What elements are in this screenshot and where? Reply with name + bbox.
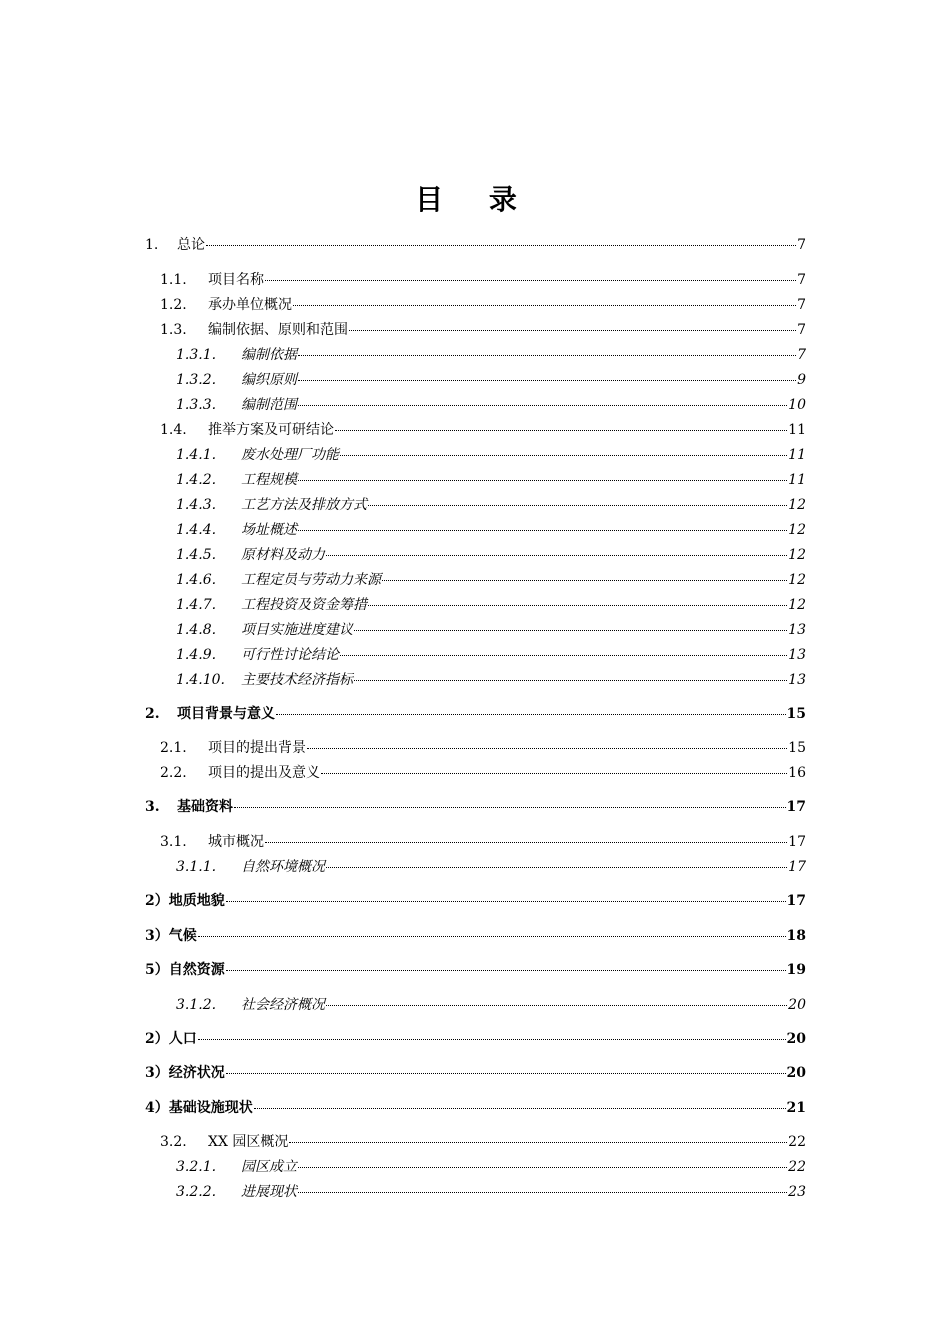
toc-leader [254,1108,786,1109]
toc-page: 23 [788,1184,806,1200]
toc-title: 可行性讨论结论 [241,647,339,663]
toc-title: 编织原则 [241,372,297,388]
toc-leader [368,605,787,606]
toc-entry[interactable] [176,444,806,466]
toc-page: 13 [788,622,806,638]
toc-leader [354,680,787,681]
toc-page: 11 [788,422,806,438]
toc-entry[interactable] [176,669,806,691]
toc-page: 12 [788,572,806,588]
toc-title: 3）经济状况 [145,1065,225,1081]
toc-number: 3.2. [160,1134,187,1150]
toc-page: 7 [797,347,806,363]
toc-title: 进展现状 [241,1184,297,1200]
toc-number: 1.4.10. [176,672,225,688]
toc-title: 项目背景与意义 [177,706,275,722]
toc-entry[interactable] [145,703,806,725]
toc-entry[interactable] [176,594,806,616]
toc-number: 1.3. [160,322,187,338]
toc-number: 1.3.1. [176,347,217,363]
toc-leader [206,245,796,246]
toc-number: 1.4.1. [176,447,217,463]
toc-page: 15 [786,706,806,722]
toc-entry[interactable] [145,1097,806,1119]
toc-page: 12 [788,597,806,613]
toc-page: 17 [788,834,806,850]
toc-title: 项目的提出及意义 [208,765,320,781]
toc-leader [198,1039,786,1040]
toc-page: 13 [788,672,806,688]
toc-number: 2. [145,706,160,722]
toc-number: 1.3.3. [176,397,217,413]
toc-number: 1.4.6. [176,572,217,588]
toc-number: 3. [145,799,160,815]
toc-entry[interactable] [176,544,806,566]
toc-entry[interactable] [160,269,806,291]
toc-leader [226,901,786,902]
toc-title: 废水处理厂功能 [241,447,339,463]
toc-leader [340,655,787,656]
toc-title: 5）自然资源 [145,962,225,978]
toc-number: 1.4. [160,422,187,438]
toc-entry[interactable] [176,494,806,516]
toc-title: 项目名称 [208,272,264,288]
toc-entry[interactable] [160,419,806,441]
toc-number: 1. [145,237,159,253]
toc-number: 1.1. [160,272,187,288]
toc-number: 3.1.2. [176,997,217,1013]
toc-entry[interactable] [176,469,806,491]
toc-number: 1.4.9. [176,647,217,663]
toc-entry[interactable] [160,831,806,853]
toc-entry[interactable] [160,762,806,784]
toc-page: 7 [797,297,806,313]
toc-entry[interactable] [145,234,806,256]
toc-page: 13 [788,647,806,663]
toc-page: 19 [786,962,806,978]
toc-title: XX 园区概况 [208,1134,289,1150]
toc-page: 20 [786,1065,806,1081]
toc-title: 项目的提出背景 [208,740,306,756]
toc-title: 编制依据 [241,347,297,363]
toc-leader [298,1167,787,1168]
toc-number: 1.3.2. [176,372,217,388]
toc-page: 18 [786,928,806,944]
toc-title: 2）人口 [145,1031,197,1047]
toc-leader [326,867,787,868]
toc-number: 1.4.8. [176,622,217,638]
toc-number: 2.1. [160,740,187,756]
toc-title: 自然环境概况 [241,859,325,875]
toc-leader [307,748,787,749]
toc-leader [265,280,796,281]
toc-entry[interactable] [176,519,806,541]
toc-entry[interactable] [160,1131,806,1153]
toc-page: 17 [786,893,806,909]
toc-page: 12 [788,547,806,563]
toc-entry[interactable] [145,1028,806,1050]
toc-title: 城市概况 [208,834,264,850]
toc-leader [298,380,796,381]
toc-leader [276,714,786,715]
toc-entry[interactable] [160,319,806,341]
toc-entry[interactable] [145,890,806,912]
toc-title: 总论 [177,237,205,253]
toc-page: 7 [797,237,806,253]
toc-leader [265,842,787,843]
toc-leader [198,936,786,937]
toc-page: 15 [788,740,806,756]
toc-title: 工程规模 [241,472,297,488]
toc-title: 工程定员与劳动力来源 [241,572,381,588]
toc-page: 20 [786,1031,806,1047]
toc-page: 17 [788,859,806,875]
toc-number: 3.1. [160,834,187,850]
toc-leader [382,580,787,581]
toc-leader [234,807,786,808]
toc-title: 编制范围 [241,397,297,413]
toc-page: 10 [788,397,806,413]
toc-entry[interactable] [145,1062,806,1084]
toc-entry[interactable] [145,796,806,818]
toc-number: 3.1.1. [176,859,217,875]
toc-leader [298,405,787,406]
toc-title: 社会经济概况 [241,997,325,1013]
toc-title: 工艺方法及排放方式 [241,497,367,513]
toc-leader [289,1142,787,1143]
toc-entry[interactable] [176,1181,806,1203]
toc-number: 1.4.5. [176,547,217,563]
toc-page: 21 [786,1100,806,1116]
toc-title: 主要技术经济指标 [241,672,353,688]
toc-title: 3）气候 [145,928,197,944]
toc-title: 园区成立 [241,1159,297,1175]
toc-entry[interactable] [176,344,806,366]
toc-title: 推举方案及可研结论 [208,422,334,438]
toc-number: 1.2. [160,297,187,313]
toc-title: 2）地质地貌 [145,893,225,909]
toc-leader [349,330,796,331]
toc-leader [298,530,787,531]
toc-leader [340,455,787,456]
toc-number: 1.4.4. [176,522,217,538]
toc-page: 20 [788,997,806,1013]
toc-leader [298,355,796,356]
toc-entry[interactable] [176,994,806,1016]
toc-leader [326,1005,787,1006]
toc-leader [326,555,787,556]
toc-page: 12 [788,522,806,538]
toc-title: 编制依据、原则和范围 [208,322,348,338]
toc-leader [298,480,787,481]
toc-page: 22 [788,1159,806,1175]
toc-page: 11 [788,472,806,488]
toc-leader [298,1192,787,1193]
toc-leader [354,630,787,631]
toc-title: 基础资料 [177,799,233,815]
toc-page: 9 [797,372,806,388]
toc-entry[interactable] [176,1156,806,1178]
toc-title: 承办单位概况 [208,297,292,313]
toc-page: 7 [797,322,806,338]
toc-leader [226,1073,786,1074]
toc-page: 16 [788,765,806,781]
toc-number: 1.4.2. [176,472,217,488]
toc-page: 7 [797,272,806,288]
toc-entry[interactable] [176,644,806,666]
toc-entry[interactable] [145,959,806,981]
toc-entry[interactable] [145,925,806,947]
toc-number: 1.4.7. [176,597,217,613]
toc-leader [226,970,786,971]
toc-number: 1.4.3. [176,497,217,513]
toc-page: 17 [786,799,806,815]
toc-title: 4）基础设施现状 [145,1100,253,1116]
toc-entry[interactable] [176,569,806,591]
toc-leader [368,505,787,506]
toc-entry[interactable] [176,856,806,878]
toc-number: 3.2.1. [176,1159,217,1175]
toc-title: 场址概述 [241,522,297,538]
toc-entry[interactable] [160,294,806,316]
toc-leader [321,773,787,774]
toc-entry[interactable] [176,619,806,641]
toc-title: 原材料及动力 [241,547,325,563]
toc-entry[interactable] [176,394,806,416]
toc-entry[interactable] [176,369,806,391]
toc-leader [335,430,787,431]
toc-title: 项目实施进度建议 [241,622,353,638]
toc-number: 2.2. [160,765,187,781]
toc-page: 12 [788,497,806,513]
page-title: 目 录 [415,183,535,216]
toc-title: 工程投资及资金筹措 [241,597,367,613]
toc-leader [293,305,796,306]
toc-entry[interactable] [160,737,806,759]
toc-number: 3.2.2. [176,1184,217,1200]
toc-page: 22 [788,1134,806,1150]
toc-page: 11 [788,447,806,463]
